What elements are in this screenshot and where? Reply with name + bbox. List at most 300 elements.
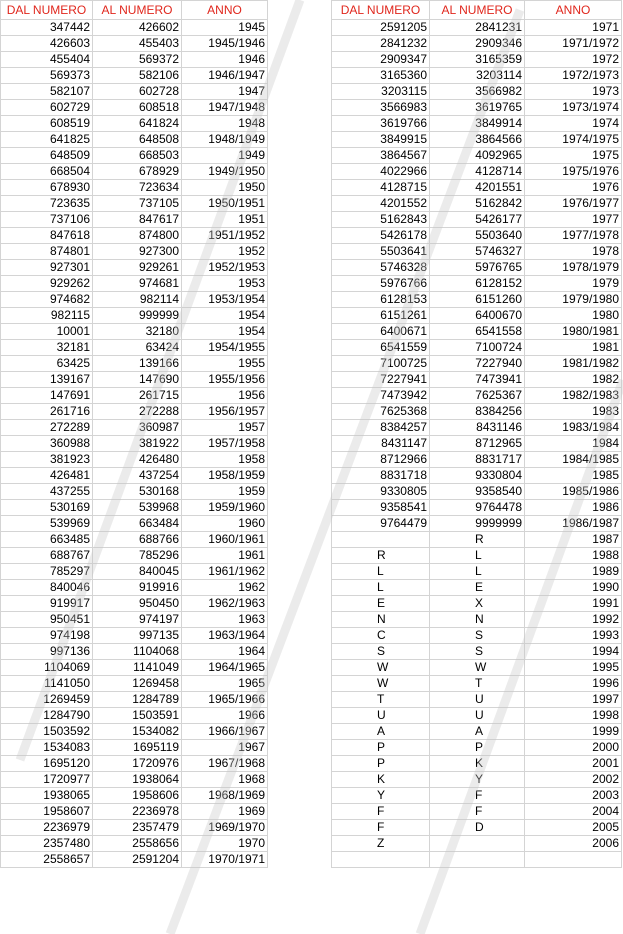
right-anno-cell: 2005 xyxy=(525,820,622,836)
left-dal-cell: 678930 xyxy=(1,180,93,196)
left-anno-cell: 1955/1956 xyxy=(182,372,268,388)
right-al-cell: F xyxy=(430,804,525,820)
right-al-cell: 6151260 xyxy=(430,292,525,308)
right-dal-cell: E xyxy=(332,596,430,612)
right-anno-cell: 2004 xyxy=(525,804,622,820)
table-row xyxy=(1,580,622,596)
header-right-dal: DAL NUMERO xyxy=(332,1,430,20)
left-dal-cell: 608519 xyxy=(1,116,93,132)
gap-cell xyxy=(268,692,332,708)
gap-cell xyxy=(268,228,332,244)
right-dal-cell: 4201552 xyxy=(332,196,430,212)
left-dal-cell: 927301 xyxy=(1,260,93,276)
right-anno-cell: 1980 xyxy=(525,308,622,324)
table-row xyxy=(1,708,622,724)
right-al-cell: 2909346 xyxy=(430,36,525,52)
right-dal-cell: 7473942 xyxy=(332,388,430,404)
right-dal-cell: 3165360 xyxy=(332,68,430,84)
right-anno-cell: 1972 xyxy=(525,52,622,68)
table-row xyxy=(1,308,622,324)
left-dal-cell: 1534083 xyxy=(1,740,93,756)
gap-cell xyxy=(268,852,332,868)
left-dal-cell: 32181 xyxy=(1,340,93,356)
gap-cell xyxy=(268,836,332,852)
right-anno-cell: 2003 xyxy=(525,788,622,804)
right-dal-cell: 6128153 xyxy=(332,292,430,308)
right-dal-cell: Z xyxy=(332,836,430,852)
right-anno-cell: 1981/1982 xyxy=(525,356,622,372)
right-anno-cell: 1998 xyxy=(525,708,622,724)
right-al-cell: A xyxy=(430,724,525,740)
left-al-cell: 1141049 xyxy=(93,660,182,676)
right-anno-cell: 1977 xyxy=(525,212,622,228)
header-left-anno: ANNO xyxy=(182,1,268,20)
left-dal-cell: 347442 xyxy=(1,20,93,36)
left-al-cell: 1958606 xyxy=(93,788,182,804)
table-row xyxy=(1,564,622,580)
left-anno-cell: 1948/1949 xyxy=(182,132,268,148)
right-anno-cell: 1981 xyxy=(525,340,622,356)
right-dal-cell: 8384257 xyxy=(332,420,430,436)
left-dal-cell: 1284790 xyxy=(1,708,93,724)
table-row xyxy=(1,228,622,244)
right-anno-cell: 1985 xyxy=(525,468,622,484)
left-al-cell: 2591204 xyxy=(93,852,182,868)
left-anno-cell: 1967/1968 xyxy=(182,756,268,772)
right-dal-cell: T xyxy=(332,692,430,708)
left-al-cell: 1720976 xyxy=(93,756,182,772)
right-dal-cell: 6400671 xyxy=(332,324,430,340)
left-anno-cell: 1949/1950 xyxy=(182,164,268,180)
left-dal-cell: 1695120 xyxy=(1,756,93,772)
left-anno-cell: 1960 xyxy=(182,516,268,532)
left-dal-cell: 668504 xyxy=(1,164,93,180)
left-anno-cell: 1970 xyxy=(182,836,268,852)
left-dal-cell: 1503592 xyxy=(1,724,93,740)
gap-cell xyxy=(268,132,332,148)
left-anno-cell: 1969/1970 xyxy=(182,820,268,836)
right-anno-cell: 1990 xyxy=(525,580,622,596)
right-anno-cell xyxy=(525,852,622,868)
gap-cell xyxy=(268,676,332,692)
left-al-cell: 1269458 xyxy=(93,676,182,692)
left-al-cell: 1938064 xyxy=(93,772,182,788)
table-row xyxy=(1,740,622,756)
left-dal-cell: 569373 xyxy=(1,68,93,84)
right-dal-cell: 9358541 xyxy=(332,500,430,516)
right-al-cell: L xyxy=(430,564,525,580)
gap-cell xyxy=(268,404,332,420)
right-dal-cell: 9330805 xyxy=(332,484,430,500)
right-dal-cell: 2841232 xyxy=(332,36,430,52)
gap-cell xyxy=(268,196,332,212)
right-dal-cell: N xyxy=(332,612,430,628)
left-anno-cell: 1956 xyxy=(182,388,268,404)
header-right-anno: ANNO xyxy=(525,1,622,20)
right-al-cell: 4128714 xyxy=(430,164,525,180)
left-al-cell: 1104068 xyxy=(93,644,182,660)
left-dal-cell: 663485 xyxy=(1,532,93,548)
gap-cell xyxy=(268,452,332,468)
right-dal-cell xyxy=(332,852,430,868)
left-dal-cell: 1958607 xyxy=(1,804,93,820)
right-al-cell: D xyxy=(430,820,525,836)
gap-cell xyxy=(268,116,332,132)
right-al-cell: 7227940 xyxy=(430,356,525,372)
left-anno-cell: 1968/1969 xyxy=(182,788,268,804)
right-dal-cell: P xyxy=(332,756,430,772)
right-dal-cell: 5976766 xyxy=(332,276,430,292)
left-al-cell: 147690 xyxy=(93,372,182,388)
table-row xyxy=(1,548,622,564)
gap-cell xyxy=(268,468,332,484)
left-al-cell: 530168 xyxy=(93,484,182,500)
left-anno-cell: 1967 xyxy=(182,740,268,756)
table-row xyxy=(1,676,622,692)
left-al-cell: 2558656 xyxy=(93,836,182,852)
right-anno-cell: 1983/1984 xyxy=(525,420,622,436)
right-dal-cell: W xyxy=(332,676,430,692)
table-row xyxy=(1,788,622,804)
left-al-cell: 2236978 xyxy=(93,804,182,820)
left-anno-cell: 1960/1961 xyxy=(182,532,268,548)
gap-cell xyxy=(268,724,332,740)
left-al-cell: 999999 xyxy=(93,308,182,324)
gap-cell xyxy=(268,244,332,260)
table-row xyxy=(1,836,622,852)
right-al-cell: T xyxy=(430,676,525,692)
left-dal-cell: 648509 xyxy=(1,148,93,164)
table-row xyxy=(1,260,622,276)
table-row xyxy=(1,756,622,772)
left-dal-cell: 840046 xyxy=(1,580,93,596)
right-al-cell: 9330804 xyxy=(430,468,525,484)
left-al-cell: 360987 xyxy=(93,420,182,436)
right-anno-cell: 2001 xyxy=(525,756,622,772)
right-dal-cell: 8712966 xyxy=(332,452,430,468)
left-al-cell: 688766 xyxy=(93,532,182,548)
right-dal-cell: 5162843 xyxy=(332,212,430,228)
right-al-cell: S xyxy=(430,644,525,660)
left-dal-cell: 139167 xyxy=(1,372,93,388)
right-al-cell: K xyxy=(430,756,525,772)
table-row xyxy=(1,692,622,708)
left-anno-cell: 1956/1957 xyxy=(182,404,268,420)
table-row xyxy=(1,180,622,196)
right-anno-cell: 1975/1976 xyxy=(525,164,622,180)
left-anno-cell: 1946/1947 xyxy=(182,68,268,84)
right-al-cell: 6541558 xyxy=(430,324,525,340)
right-al-cell: 4092965 xyxy=(430,148,525,164)
gap-cell xyxy=(268,388,332,404)
right-al-cell: 7473941 xyxy=(430,372,525,388)
left-al-cell: 982114 xyxy=(93,292,182,308)
left-dal-cell: 272289 xyxy=(1,420,93,436)
gap-cell xyxy=(268,20,332,36)
table-row xyxy=(1,68,622,84)
right-al-cell: 3203114 xyxy=(430,68,525,84)
left-anno-cell: 1945/1946 xyxy=(182,36,268,52)
left-al-cell: 139166 xyxy=(93,356,182,372)
right-dal-cell: 3849915 xyxy=(332,132,430,148)
left-al-cell: 840045 xyxy=(93,564,182,580)
right-anno-cell: 1999 xyxy=(525,724,622,740)
right-al-cell: 6128152 xyxy=(430,276,525,292)
left-anno-cell: 1946 xyxy=(182,52,268,68)
left-al-cell: 1534082 xyxy=(93,724,182,740)
right-dal-cell: 4128715 xyxy=(332,180,430,196)
left-dal-cell: 974198 xyxy=(1,628,93,644)
left-al-cell: 1284789 xyxy=(93,692,182,708)
left-dal-cell: 688767 xyxy=(1,548,93,564)
left-anno-cell: 1947/1948 xyxy=(182,100,268,116)
right-dal-cell: 3619766 xyxy=(332,116,430,132)
right-al-cell: E xyxy=(430,580,525,596)
left-anno-cell: 1951/1952 xyxy=(182,228,268,244)
left-al-cell: 668503 xyxy=(93,148,182,164)
left-al-cell: 455403 xyxy=(93,36,182,52)
right-al-cell xyxy=(430,836,525,852)
left-dal-cell: 997136 xyxy=(1,644,93,660)
right-al-cell: F xyxy=(430,788,525,804)
left-anno-cell: 1961/1962 xyxy=(182,564,268,580)
gap-cell xyxy=(268,612,332,628)
right-al-cell: S xyxy=(430,628,525,644)
right-al-cell: 8431146 xyxy=(430,420,525,436)
left-anno-cell: 1963/1964 xyxy=(182,628,268,644)
right-anno-cell: 1974 xyxy=(525,116,622,132)
right-dal-cell: 9764479 xyxy=(332,516,430,532)
right-dal-cell: 2591205 xyxy=(332,20,430,36)
right-dal-cell: K xyxy=(332,772,430,788)
table-row xyxy=(1,772,622,788)
left-al-cell: 437254 xyxy=(93,468,182,484)
gap-cell xyxy=(268,1,332,20)
left-dal-cell: 1938065 xyxy=(1,788,93,804)
right-anno-cell: 1985/1986 xyxy=(525,484,622,500)
table-row xyxy=(1,532,622,548)
table-row xyxy=(1,596,622,612)
right-dal-cell: P xyxy=(332,740,430,756)
left-al-cell: 950450 xyxy=(93,596,182,612)
gap-cell xyxy=(268,740,332,756)
left-anno-cell: 1955 xyxy=(182,356,268,372)
right-al-cell: 9764478 xyxy=(430,500,525,516)
left-dal-cell: 437255 xyxy=(1,484,93,500)
right-anno-cell: 1976 xyxy=(525,180,622,196)
table-row xyxy=(1,116,622,132)
left-dal-cell: 1104069 xyxy=(1,660,93,676)
right-al-cell: 5426177 xyxy=(430,212,525,228)
left-anno-cell: 1954 xyxy=(182,308,268,324)
gap-cell xyxy=(268,708,332,724)
right-dal-cell: 3566983 xyxy=(332,100,430,116)
right-anno-cell: 1977/1978 xyxy=(525,228,622,244)
right-dal-cell: 7100725 xyxy=(332,356,430,372)
left-al-cell: 426602 xyxy=(93,20,182,36)
left-al-cell: 539968 xyxy=(93,500,182,516)
gap-cell xyxy=(268,100,332,116)
right-dal-cell: 5746328 xyxy=(332,260,430,276)
right-al-cell: 7100724 xyxy=(430,340,525,356)
right-anno-cell: 1973/1974 xyxy=(525,100,622,116)
left-anno-cell: 1947 xyxy=(182,84,268,100)
left-al-cell: 381922 xyxy=(93,436,182,452)
left-dal-cell: 2558657 xyxy=(1,852,93,868)
left-anno-cell: 1958 xyxy=(182,452,268,468)
header-right-al: AL NUMERO xyxy=(430,1,525,20)
right-al-cell: U xyxy=(430,708,525,724)
right-al-cell: 9358540 xyxy=(430,484,525,500)
right-al-cell: 9999999 xyxy=(430,516,525,532)
table-row xyxy=(1,164,622,180)
right-anno-cell: 1976/1977 xyxy=(525,196,622,212)
left-dal-cell: 261716 xyxy=(1,404,93,420)
table-row xyxy=(1,84,622,100)
left-dal-cell: 919917 xyxy=(1,596,93,612)
right-al-cell xyxy=(430,852,525,868)
left-dal-cell: 426481 xyxy=(1,468,93,484)
right-dal-cell: 2909347 xyxy=(332,52,430,68)
table-row xyxy=(1,196,622,212)
gap-cell xyxy=(268,292,332,308)
gap-cell xyxy=(268,148,332,164)
table-row xyxy=(1,100,622,116)
right-anno-cell: 1986/1987 xyxy=(525,516,622,532)
left-anno-cell: 1951 xyxy=(182,212,268,228)
right-al-cell: 3864566 xyxy=(430,132,525,148)
left-dal-cell: 582107 xyxy=(1,84,93,100)
right-al-cell: 4201551 xyxy=(430,180,525,196)
right-anno-cell: 1994 xyxy=(525,644,622,660)
gap-cell xyxy=(268,68,332,84)
right-anno-cell: 1975 xyxy=(525,148,622,164)
right-anno-cell: 1982 xyxy=(525,372,622,388)
gap-cell xyxy=(268,516,332,532)
right-dal-cell: C xyxy=(332,628,430,644)
table-row xyxy=(1,660,622,676)
left-anno-cell: 1959 xyxy=(182,484,268,500)
left-anno-cell: 1957 xyxy=(182,420,268,436)
left-anno-cell: 1957/1958 xyxy=(182,436,268,452)
left-al-cell: 874800 xyxy=(93,228,182,244)
table-row xyxy=(1,356,622,372)
gap-cell xyxy=(268,772,332,788)
table-row xyxy=(1,500,622,516)
right-dal-cell: 3203115 xyxy=(332,84,430,100)
left-dal-cell: 723635 xyxy=(1,196,93,212)
left-dal-cell: 602729 xyxy=(1,100,93,116)
right-dal-cell: S xyxy=(332,644,430,660)
right-anno-cell: 1984/1985 xyxy=(525,452,622,468)
left-anno-cell: 1966/1967 xyxy=(182,724,268,740)
left-dal-cell: 360988 xyxy=(1,436,93,452)
left-anno-cell: 1954/1955 xyxy=(182,340,268,356)
gap-cell xyxy=(268,52,332,68)
table-row xyxy=(1,820,622,836)
right-dal-cell: 5426178 xyxy=(332,228,430,244)
gap-cell xyxy=(268,628,332,644)
left-anno-cell: 1965 xyxy=(182,676,268,692)
left-dal-cell: 974682 xyxy=(1,292,93,308)
table-row xyxy=(1,340,622,356)
gap-cell xyxy=(268,260,332,276)
right-dal-cell: 8831718 xyxy=(332,468,430,484)
left-dal-cell: 147691 xyxy=(1,388,93,404)
left-al-cell: 974681 xyxy=(93,276,182,292)
left-anno-cell: 1954 xyxy=(182,324,268,340)
left-al-cell: 426480 xyxy=(93,452,182,468)
right-anno-cell: 1971/1972 xyxy=(525,36,622,52)
gap-cell xyxy=(268,372,332,388)
left-anno-cell: 1950 xyxy=(182,180,268,196)
left-dal-cell: 530169 xyxy=(1,500,93,516)
table-row xyxy=(1,52,622,68)
left-al-cell: 785296 xyxy=(93,548,182,564)
left-al-cell: 1503591 xyxy=(93,708,182,724)
gap-cell xyxy=(268,36,332,52)
right-dal-cell: F xyxy=(332,804,430,820)
left-anno-cell: 1950/1951 xyxy=(182,196,268,212)
right-anno-cell: 1983 xyxy=(525,404,622,420)
gap-cell xyxy=(268,84,332,100)
right-anno-cell: 1986 xyxy=(525,500,622,516)
left-anno-cell: 1958/1959 xyxy=(182,468,268,484)
right-al-cell: N xyxy=(430,612,525,628)
table-row xyxy=(1,436,622,452)
gap-cell xyxy=(268,164,332,180)
gap-cell xyxy=(268,340,332,356)
table-body xyxy=(1,1,622,868)
gap-cell xyxy=(268,436,332,452)
left-al-cell: 847617 xyxy=(93,212,182,228)
right-anno-cell: 1979 xyxy=(525,276,622,292)
right-al-cell: 8384256 xyxy=(430,404,525,420)
right-anno-cell: 1991 xyxy=(525,596,622,612)
right-al-cell: 5162842 xyxy=(430,196,525,212)
left-al-cell: 63424 xyxy=(93,340,182,356)
left-dal-cell: 381923 xyxy=(1,452,93,468)
right-anno-cell: 1973 xyxy=(525,84,622,100)
left-anno-cell: 1945 xyxy=(182,20,268,36)
left-dal-cell: 2236979 xyxy=(1,820,93,836)
left-dal-cell: 426603 xyxy=(1,36,93,52)
left-anno-cell: 1959/1960 xyxy=(182,500,268,516)
right-dal-cell: 8431147 xyxy=(332,436,430,452)
left-dal-cell: 1720977 xyxy=(1,772,93,788)
left-anno-cell: 1963 xyxy=(182,612,268,628)
left-dal-cell: 63425 xyxy=(1,356,93,372)
right-al-cell: Y xyxy=(430,772,525,788)
left-anno-cell: 1961 xyxy=(182,548,268,564)
left-al-cell: 723634 xyxy=(93,180,182,196)
left-al-cell: 997135 xyxy=(93,628,182,644)
table-row xyxy=(1,132,622,148)
header-left-al: AL NUMERO xyxy=(93,1,182,20)
left-al-cell: 602728 xyxy=(93,84,182,100)
gap-cell xyxy=(268,180,332,196)
table-row xyxy=(1,644,622,660)
left-dal-cell: 874801 xyxy=(1,244,93,260)
right-dal-cell: 6541559 xyxy=(332,340,430,356)
right-dal-cell: Y xyxy=(332,788,430,804)
table-row xyxy=(1,452,622,468)
table-row xyxy=(1,148,622,164)
left-al-cell: 32180 xyxy=(93,324,182,340)
right-al-cell: X xyxy=(430,596,525,612)
gap-cell xyxy=(268,324,332,340)
left-dal-cell: 982115 xyxy=(1,308,93,324)
